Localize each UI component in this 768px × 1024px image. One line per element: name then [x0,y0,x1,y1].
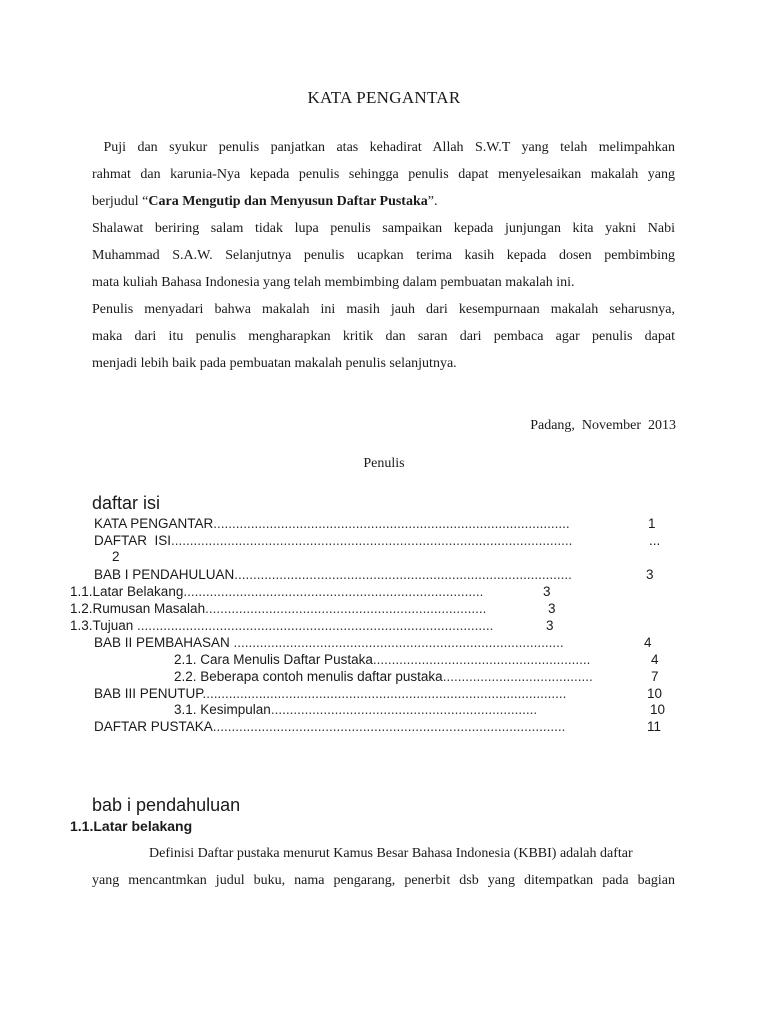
toc-page-number: 3 [548,601,556,616]
toc-leader: .......................................................... [372,652,591,667]
toc-leader: .......................................................................................... [234,567,572,582]
toc-entry[interactable] [70,600,486,617]
toc-page-number: 1 [648,516,656,531]
toc-label: KATA PENGANTAR [94,516,214,531]
toc-label: 1.1.Latar Belakang [70,584,184,599]
toc-entry[interactable] [174,651,590,668]
toc-label: BAB II PEMBAHASAN [94,635,234,650]
toc-label: 1.2.Rumusan Masalah [70,601,206,616]
page-title: KATA PENGANTAR [307,88,461,107]
paragraph-line: Definisi Daftar pustaka menurut Kamus Besar Bahasa Indonesia (KBBI) adalah daftar [149,846,633,861]
toc-heading: daftar isi [92,493,161,513]
toc-label: 2.1. Cara Menulis Daftar Pustaka [174,652,373,667]
paragraph-line: rahmat dan karunia-Nya kepada penulis sehingga penulis dapat menyelesaikan makalah yang [92,167,675,182]
toc-page-number: 10 [650,702,666,717]
toc-leader: ................................................................................................. [202,686,567,701]
paragraph-line: Muhammad S.A.W. Selanjutnya penulis ucapkan terima kasih kepada dosen pembimbing [92,248,675,263]
quote-close: ”. [427,194,438,209]
toc-label: 1.3.Tujuan [70,618,138,633]
intro-paragraph-1 [92,134,675,215]
toc-page-number-wrap: 2 [112,549,120,564]
toc-page-number: 3 [646,567,654,582]
makalah-title: Cara Mengutip dan Menyusun Daftar Pustaka [148,194,428,209]
toc-entry[interactable] [70,617,493,634]
paragraph-line-title [92,188,675,215]
toc-leader: .............................................................................................. [212,719,566,734]
toc-entry[interactable] [94,685,566,702]
toc-label: BAB III PENUTUP [94,686,203,701]
toc-label: DAFTAR ISI [94,533,172,548]
toc-entry[interactable] [94,566,572,583]
quote-open: berjudul “ [92,194,149,209]
toc-page-number: 4 [651,652,659,667]
toc-leader: ............................................................................................... [137,618,494,633]
toc-page-number: 10 [647,686,663,701]
toc-leader: ........................................................................... [205,601,487,616]
toc-page-number: 3 [543,584,551,599]
toc-label: 3.1. Kesimpulan [174,702,271,717]
paragraph-line: maka dari itu penulis mengharapkan kritik dan saran dari pembaca agar penulis dapat [92,329,675,344]
toc-entry[interactable] [70,583,483,600]
toc-page-number: 11 [647,719,662,734]
paragraph-line: yang mencantmkan judul buku, nama pengarang, penerbit dsb yang ditempatkan pada bagian [92,873,675,888]
toc-leader: ................................................................................ [183,584,484,599]
signature: Penulis [363,456,405,471]
paragraph-line: menjadi lebih baik pada pembuatan makalah penulis selanjutnya. [92,356,457,371]
paragraph-line: Shalawat beriring salam tidak lupa penulis sampaikan kepada junjungan kita yakni Nabi [92,221,675,236]
paragraph-line: Penulis menyadari bahwa makalah ini masih jauh dari kesempurnaan makalah seharusnya, [92,302,675,317]
toc-page-number: 4 [644,635,652,650]
chapter-heading: bab i pendahuluan [92,795,241,815]
toc-page-number: ... [649,533,661,548]
section-heading: 1.1.Latar belakang [70,818,193,834]
toc-page-number: 3 [546,618,554,633]
toc-entry[interactable] [94,515,570,532]
toc-leader: ........................................................................................................... [171,533,573,548]
paragraph-line: mata kuliah Bahasa Indonesia yang telah membimbing dalam pembuatan makalah ini. [92,275,575,290]
toc-entry[interactable] [94,718,565,735]
toc-entry[interactable] [174,668,593,685]
toc-label: BAB I PENDAHULUAN [94,567,235,582]
toc-leader: ....................................................................... [270,702,538,717]
section-paragraph [92,840,675,894]
toc-leader: ........................................ [442,669,593,684]
intro-paragraph-3 [92,296,675,377]
toc-label: DAFTAR PUSTAKA [94,719,213,734]
toc-leader: ........................................................................................ [233,635,564,650]
toc-entry[interactable] [94,532,572,549]
toc-label: 2.2. Beberapa contoh menulis daftar pustaka [174,669,443,684]
intro-paragraph-2 [92,215,675,296]
toc-entry[interactable] [174,701,537,718]
toc-leader: ............................................................................................... [213,516,570,531]
toc-page-number: 7 [651,669,659,684]
paragraph-line: Puji dan syukur penulis panjatkan atas kehadirat Allah S.W.T yang telah melimpahkan [92,140,675,155]
toc-entry[interactable] [94,634,564,651]
place-date: Padang, November 2013 [530,418,676,433]
